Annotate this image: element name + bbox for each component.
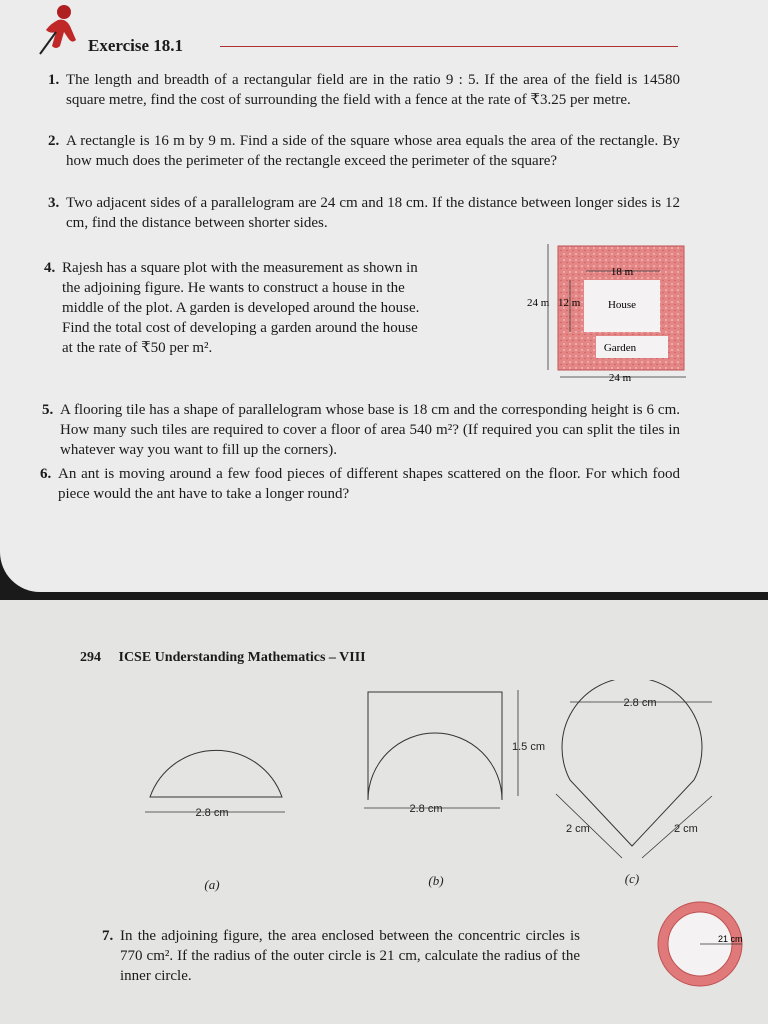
fig-b-base-label: 2.8 cm [409,803,443,815]
question-text: In the adjoining figure, the area enclosed between the concentric circles is 770 cm². If the radius of the outer circle is 21 cm, calculate the radius of the inner circle. [120,928,580,984]
plot-top-label: 18 m [610,266,634,278]
fig-a-base-label: 2.8 cm [195,807,229,819]
mascot-icon [36,2,82,58]
fig-b-height-label: 1.5 cm [512,741,546,753]
fig-c-left-label: 2 cm [566,823,590,835]
outer-radius-label: 21 cm [718,934,743,944]
question-2 [48,131,680,171]
question-number: 5. [42,402,54,418]
book-title: ICSE Understanding Mathematics – VIII [118,650,366,665]
plot-left-label: 24 m [527,297,550,309]
question-text: A rectangle is 16 m by 9 m. Find a side of the square whose area equals the area of the rectangle. By how much does the perimeter of the rectangle exceed the perimeter of the square? [66,133,680,169]
exercise-title: Exercise 18.1 [88,36,184,55]
question-5 [42,400,680,460]
garden-label: Garden [603,342,637,354]
running-head [80,650,366,666]
question-text: A flooring tile has a shape of parallelogram whose base is 18 cm and the corresponding height is 6 cm. How many such tiles are required to cover a floor of area 540 m²? (If required you can split the tiles in whatever way you want to fill up the corners). [60,402,680,458]
concentric-circles-figure [654,894,750,994]
question-text: An ant is moving around a few food pieces of different shapes scattered on the floor. For which food piece would the ant have to take a longer round? [58,466,680,502]
title-rule [220,46,678,47]
fig-a-caption: (a) [204,877,220,892]
question-number: 3. [48,195,60,211]
plot-bottom-label: 24 m [608,372,632,384]
question-text: Two adjacent sides of a parallelogram are 24 cm and 18 cm. If the distance between longer sides is 12 cm, find the distance between shorter sides. [66,195,680,231]
question-7 [102,926,580,986]
question-number: 1. [48,72,60,88]
fig-c-caption: (c) [624,871,640,886]
plot-figure [520,240,692,386]
fig-c-right-label: 2 cm [674,823,698,835]
question-text: Rajesh has a square plot with the measurement as shown in the adjoining figure. He wants to construct a house in the middle of the plot. A garden is developed around the house. Find the total cost of developing a garden around the house at the rate of ₹50 per m². [62,260,420,356]
fig-b-caption: (b) [428,873,444,888]
question-number: 4. [44,260,56,276]
question-3 [48,193,680,233]
food-figures [130,680,730,895]
fig-c-top-label: 2.8 cm [623,697,657,709]
question-number: 2. [48,133,60,149]
question-text: The length and breadth of a rectangular field are in the ratio 9 : 5. If the area of the field is 14580 square metre, find the cost of surrounding the field with a fence at the rate of ₹3.25 per metre. [66,72,680,108]
question-number: 6. [40,466,52,482]
question-number: 7. [102,928,114,944]
house-label: House [607,299,637,311]
page-number: 294 [80,650,101,665]
plot-inner-left-label: 12 m [558,297,581,309]
question-6 [40,464,680,504]
question-1 [48,70,680,110]
question-4 [44,258,428,358]
